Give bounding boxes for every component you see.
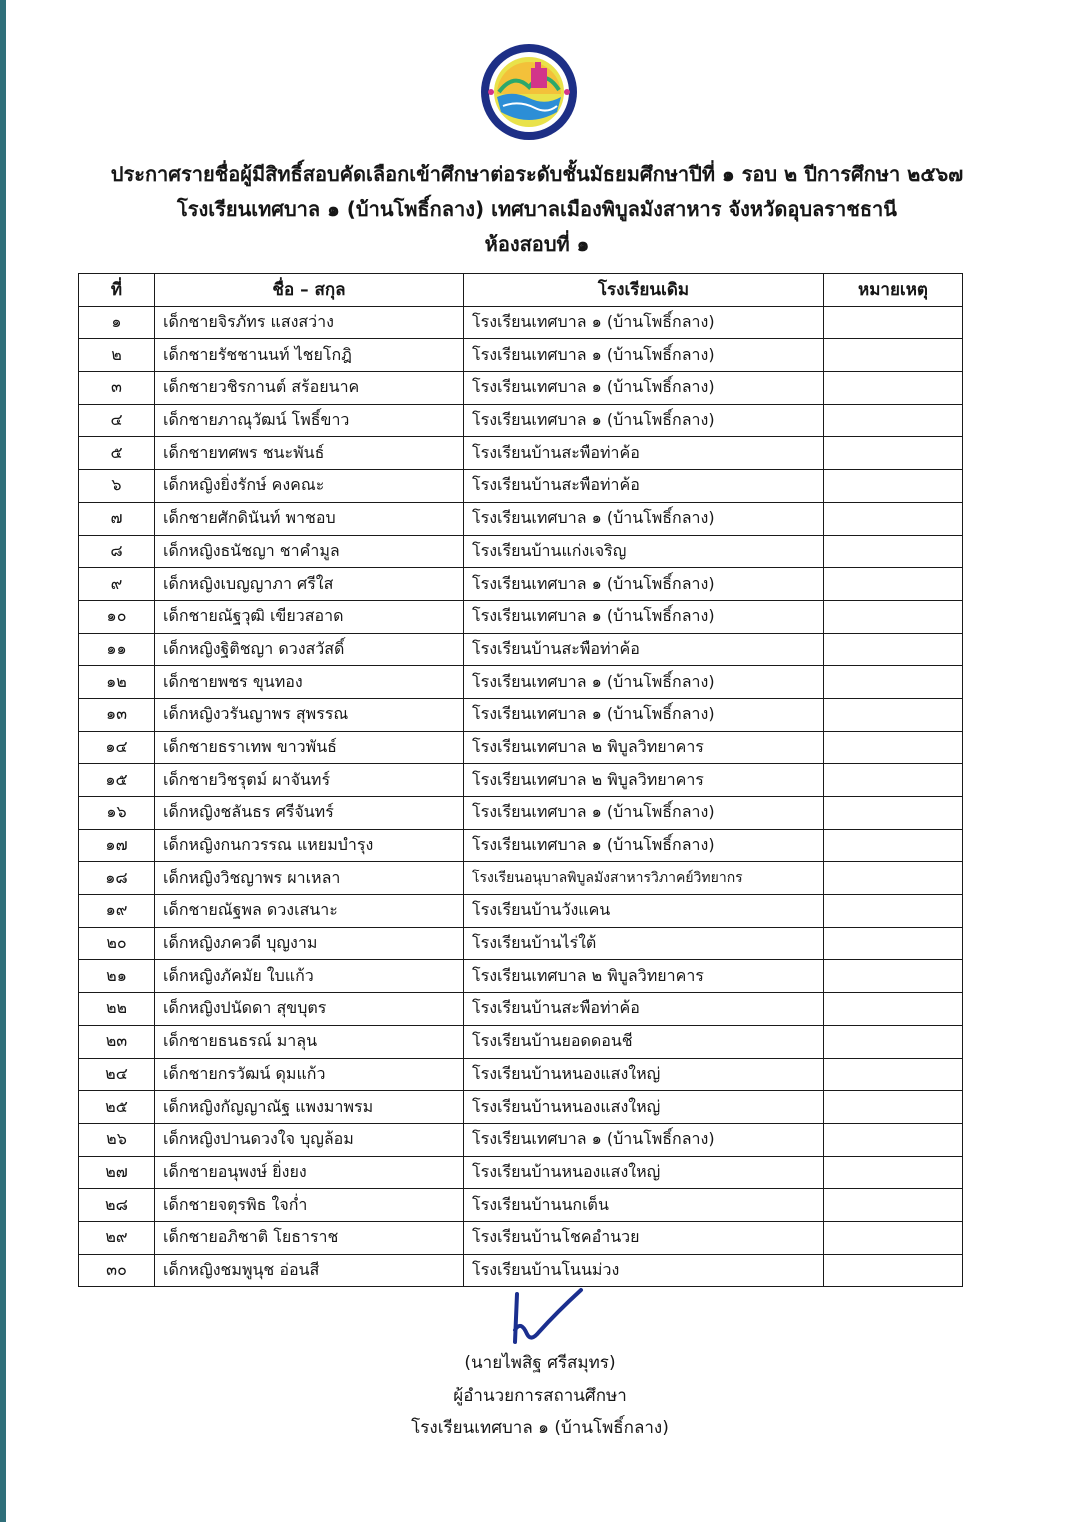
- row-note: [824, 372, 963, 405]
- table-row: [79, 600, 963, 633]
- row-number: ๙: [79, 568, 155, 601]
- table-row: [79, 895, 963, 928]
- row-note: [824, 927, 963, 960]
- table-row: [79, 306, 963, 339]
- previous-school: โรงเรียนเทศบาล ๑ (บ้านโพธิ์กลาง): [464, 829, 824, 862]
- row-number: ๒๓: [79, 1025, 155, 1058]
- table-row: [79, 862, 963, 895]
- row-note: [824, 1058, 963, 1091]
- student-name: เด็กหญิงปานดวงใจ บุญล้อม: [155, 1123, 464, 1156]
- student-name: เด็กหญิงวิชญาพร ผาเหลา: [155, 862, 464, 895]
- row-note: [824, 698, 963, 731]
- table-row: [79, 404, 963, 437]
- previous-school: โรงเรียนบ้านหนองแสงใหญ่: [464, 1091, 824, 1124]
- previous-school: โรงเรียนเทศบาล ๑ (บ้านโพธิ์กลาง): [464, 372, 824, 405]
- previous-school: โรงเรียนบ้านยอดดอนชี: [464, 1025, 824, 1058]
- table-row: [79, 666, 963, 699]
- row-note: [824, 1123, 963, 1156]
- student-name: เด็กชายธราเทพ ขาวพันธ์: [155, 731, 464, 764]
- row-note: [824, 797, 963, 830]
- table-row: [79, 927, 963, 960]
- previous-school: โรงเรียนเทศบาล ๑ (บ้านโพธิ์กลาง): [464, 306, 824, 339]
- signatory-organization: โรงเรียนเทศบาล ๑ (บ้านโพธิ์กลาง): [411, 1418, 669, 1438]
- table-row: [79, 1091, 963, 1124]
- column-header-note: หมายเหตุ: [824, 274, 963, 307]
- row-number: ๑๗: [79, 829, 155, 862]
- previous-school: โรงเรียนเทศบาล ๑ (บ้านโพธิ์กลาง): [464, 1123, 824, 1156]
- table-row: [79, 1189, 963, 1222]
- signature-icon: [505, 1286, 595, 1348]
- row-number: ๑๕: [79, 764, 155, 797]
- previous-school: โรงเรียนเทศบาล ๑ (บ้านโพธิ์กลาง): [464, 797, 824, 830]
- student-name: เด็กชายอภิชาติ โยธาราช: [155, 1221, 464, 1254]
- row-note: [824, 1221, 963, 1254]
- school-emblem-icon: [479, 42, 579, 142]
- row-number: ๕: [79, 437, 155, 470]
- row-number: ๒๑: [79, 960, 155, 993]
- row-note: [824, 1189, 963, 1222]
- row-number: ๑๐: [79, 600, 155, 633]
- row-note: [824, 568, 963, 601]
- row-number: ๒๐: [79, 927, 155, 960]
- table-row: [79, 568, 963, 601]
- student-name: เด็กหญิงปนัดดา สุขบุตร: [155, 993, 464, 1026]
- exam-room-title: ห้องสอบที่ ๑: [484, 232, 590, 256]
- row-number: ๒๒: [79, 993, 155, 1026]
- column-header-no: ที่: [79, 274, 155, 307]
- previous-school: โรงเรียนเทศบาล ๑ (บ้านโพธิ์กลาง): [464, 339, 824, 372]
- row-number: ๒๗: [79, 1156, 155, 1189]
- table-body: [79, 306, 963, 1287]
- row-number: ๒๖: [79, 1123, 155, 1156]
- table-row: [79, 829, 963, 862]
- student-name: เด็กชายณัฐวุฒิ เขียวสอาด: [155, 600, 464, 633]
- previous-school: โรงเรียนบ้านสะพือท่าค้อ: [464, 470, 824, 503]
- table-row: [79, 764, 963, 797]
- student-name: เด็กหญิงกนกวรรณ แหยมบำรุง: [155, 829, 464, 862]
- row-number: ๒๙: [79, 1221, 155, 1254]
- previous-school: โรงเรียนบ้านแก่งเจริญ: [464, 535, 824, 568]
- row-note: [824, 600, 963, 633]
- table-row: [79, 1058, 963, 1091]
- table-row: [79, 731, 963, 764]
- table-row: [79, 633, 963, 666]
- row-number: ๗: [79, 502, 155, 535]
- school-subtitle: โรงเรียนเทศบาล ๑ (บ้านโพธิ์กลาง) เทศบาลเมืองพิบูลมังสาหาร จังหวัดอุบลราชธานี: [177, 197, 897, 221]
- row-note: [824, 862, 963, 895]
- previous-school: โรงเรียนเทศบาล ๑ (บ้านโพธิ์กลาง): [464, 600, 824, 633]
- student-name: เด็กหญิงชมพูนุช อ่อนสี: [155, 1254, 464, 1287]
- student-name: เด็กชายรัชชานนท์ ไชยโกฎิ: [155, 339, 464, 372]
- table-row: [79, 698, 963, 731]
- student-name: เด็กหญิงธนัชญา ชาคำมูล: [155, 535, 464, 568]
- row-note: [824, 764, 963, 797]
- previous-school: โรงเรียนบ้านไร่ใต้: [464, 927, 824, 960]
- row-number: ๒๔: [79, 1058, 155, 1091]
- row-number: ๑๖: [79, 797, 155, 830]
- row-note: [824, 993, 963, 1026]
- table-row: [79, 1025, 963, 1058]
- student-name: เด็กชายทศพร ชนะพันธ์: [155, 437, 464, 470]
- student-name: เด็กชายวชิรกานต์ สร้อยนาค: [155, 372, 464, 405]
- previous-school: โรงเรียนเทศบาล ๒ พิบูลวิทยาคาร: [464, 960, 824, 993]
- table-row: [79, 502, 963, 535]
- row-number: ๑๘: [79, 862, 155, 895]
- student-name: เด็กหญิงฐิติชญา ดวงสวัสดิ์: [155, 633, 464, 666]
- row-note: [824, 339, 963, 372]
- table-row: [79, 797, 963, 830]
- table-row: [79, 470, 963, 503]
- previous-school: โรงเรียนบ้านวังแคน: [464, 895, 824, 928]
- row-note: [824, 1156, 963, 1189]
- previous-school: โรงเรียนบ้านสะพือท่าค้อ: [464, 633, 824, 666]
- row-number: ๓: [79, 372, 155, 405]
- student-name: เด็กชายภาณุวัฒน์ โพธิ์ขาว: [155, 404, 464, 437]
- column-header-name: ชื่อ – สกุล: [155, 274, 464, 307]
- previous-school: โรงเรียนเทศบาล ๑ (บ้านโพธิ์กลาง): [464, 666, 824, 699]
- student-name: เด็กชายจตุรพิธ ใจก่ำ: [155, 1189, 464, 1222]
- row-number: ๒๘: [79, 1189, 155, 1222]
- table-row: [79, 1254, 963, 1287]
- student-name: เด็กชายวิชรุตม์ ผาจันทร์: [155, 764, 464, 797]
- student-name: เด็กชายอนุพงษ์ ยิ่งยง: [155, 1156, 464, 1189]
- row-note: [824, 1025, 963, 1058]
- row-note: [824, 437, 963, 470]
- previous-school: โรงเรียนอนุบาลพิบูลมังสาหารวิภาคย์วิทยากร: [464, 862, 824, 895]
- row-number: ๒๕: [79, 1091, 155, 1124]
- table-row: [79, 1221, 963, 1254]
- signatory-position: ผู้อำนวยการสถานศึกษา: [453, 1386, 627, 1406]
- previous-school: โรงเรียนบ้านโนนม่วง: [464, 1254, 824, 1287]
- student-name: เด็กชายณัฐพล ดวงเสนาะ: [155, 895, 464, 928]
- row-number: ๒: [79, 339, 155, 372]
- student-name: เด็กหญิงภัคมัย ใบแก้ว: [155, 960, 464, 993]
- student-name: เด็กหญิงกัญญาณัฐ แพงมาพรม: [155, 1091, 464, 1124]
- table-row: [79, 535, 963, 568]
- student-name: เด็กชายจิรภัทร แสงสว่าง: [155, 306, 464, 339]
- candidate-table: [78, 273, 963, 1287]
- table-row: [79, 339, 963, 372]
- row-number: ๑๒: [79, 666, 155, 699]
- row-note: [824, 306, 963, 339]
- student-name: เด็กหญิงยิ่งรักษ์ คงคณะ: [155, 470, 464, 503]
- row-number: ๖: [79, 470, 155, 503]
- row-number: ๓๐: [79, 1254, 155, 1287]
- table-row: [79, 372, 963, 405]
- row-note: [824, 502, 963, 535]
- row-note: [824, 895, 963, 928]
- row-number: ๑๙: [79, 895, 155, 928]
- row-note: [824, 535, 963, 568]
- student-name: เด็กชายกรวัฒน์ ดุมแก้ว: [155, 1058, 464, 1091]
- previous-school: โรงเรียนเทศบาล ๑ (บ้านโพธิ์กลาง): [464, 404, 824, 437]
- student-name: เด็กหญิงชลันธร ศรีจันทร์: [155, 797, 464, 830]
- previous-school: โรงเรียนบ้านนกเต็น: [464, 1189, 824, 1222]
- row-number: ๑: [79, 306, 155, 339]
- previous-school: โรงเรียนบ้านสะพือท่าค้อ: [464, 437, 824, 470]
- signatory-name: (นายไพสิฐ ศรีสมุทร): [464, 1353, 616, 1373]
- row-note: [824, 1091, 963, 1124]
- row-note: [824, 960, 963, 993]
- row-note: [824, 404, 963, 437]
- table-header-row: [79, 274, 963, 307]
- row-number: ๑๓: [79, 698, 155, 731]
- student-name: เด็กหญิงเบญญาภา ศรีใส: [155, 568, 464, 601]
- table-row: [79, 960, 963, 993]
- previous-school: โรงเรียนบ้านโชคอำนวย: [464, 1221, 824, 1254]
- table-row: [79, 1123, 963, 1156]
- previous-school: โรงเรียนเทศบาล ๒ พิบูลวิทยาคาร: [464, 731, 824, 764]
- student-name: เด็กชายพชร ขุนทอง: [155, 666, 464, 699]
- row-note: [824, 731, 963, 764]
- previous-school: โรงเรียนเทศบาล ๑ (บ้านโพธิ์กลาง): [464, 502, 824, 535]
- previous-school: โรงเรียนเทศบาล ๑ (บ้านโพธิ์กลาง): [464, 698, 824, 731]
- row-number: ๑๔: [79, 731, 155, 764]
- table-row: [79, 437, 963, 470]
- previous-school: โรงเรียนเทศบาล ๑ (บ้านโพธิ์กลาง): [464, 568, 824, 601]
- announcement-title: ประกาศรายชื่อผู้มีสิทธิ์สอบคัดเลือกเข้าศึกษาต่อระดับชั้นมัธยมศึกษาปีที่ ๑ รอบ ๒ ปีการศึกษา ๒๕๖๗: [110, 162, 964, 186]
- previous-school: โรงเรียนเทศบาล ๒ พิบูลวิทยาคาร: [464, 764, 824, 797]
- row-note: [824, 829, 963, 862]
- student-name: เด็กหญิงวรันญาพร สุพรรณ: [155, 698, 464, 731]
- row-number: ๘: [79, 535, 155, 568]
- page-edge: [0, 0, 6, 1522]
- row-note: [824, 470, 963, 503]
- row-note: [824, 1254, 963, 1287]
- previous-school: โรงเรียนบ้านหนองแสงใหญ่: [464, 1156, 824, 1189]
- student-name: เด็กชายธนธรณ์ มาลุน: [155, 1025, 464, 1058]
- previous-school: โรงเรียนบ้านสะพือท่าค้อ: [464, 993, 824, 1026]
- table-row: [79, 993, 963, 1026]
- column-header-school: โรงเรียนเดิม: [464, 274, 824, 307]
- row-note: [824, 633, 963, 666]
- row-number: ๔: [79, 404, 155, 437]
- row-note: [824, 666, 963, 699]
- student-name: เด็กชายศักดินันท์ พาชอบ: [155, 502, 464, 535]
- table-row: [79, 1156, 963, 1189]
- student-name: เด็กหญิงภควดี บุญงาม: [155, 927, 464, 960]
- row-number: ๑๑: [79, 633, 155, 666]
- previous-school: โรงเรียนบ้านหนองแสงใหญ่: [464, 1058, 824, 1091]
